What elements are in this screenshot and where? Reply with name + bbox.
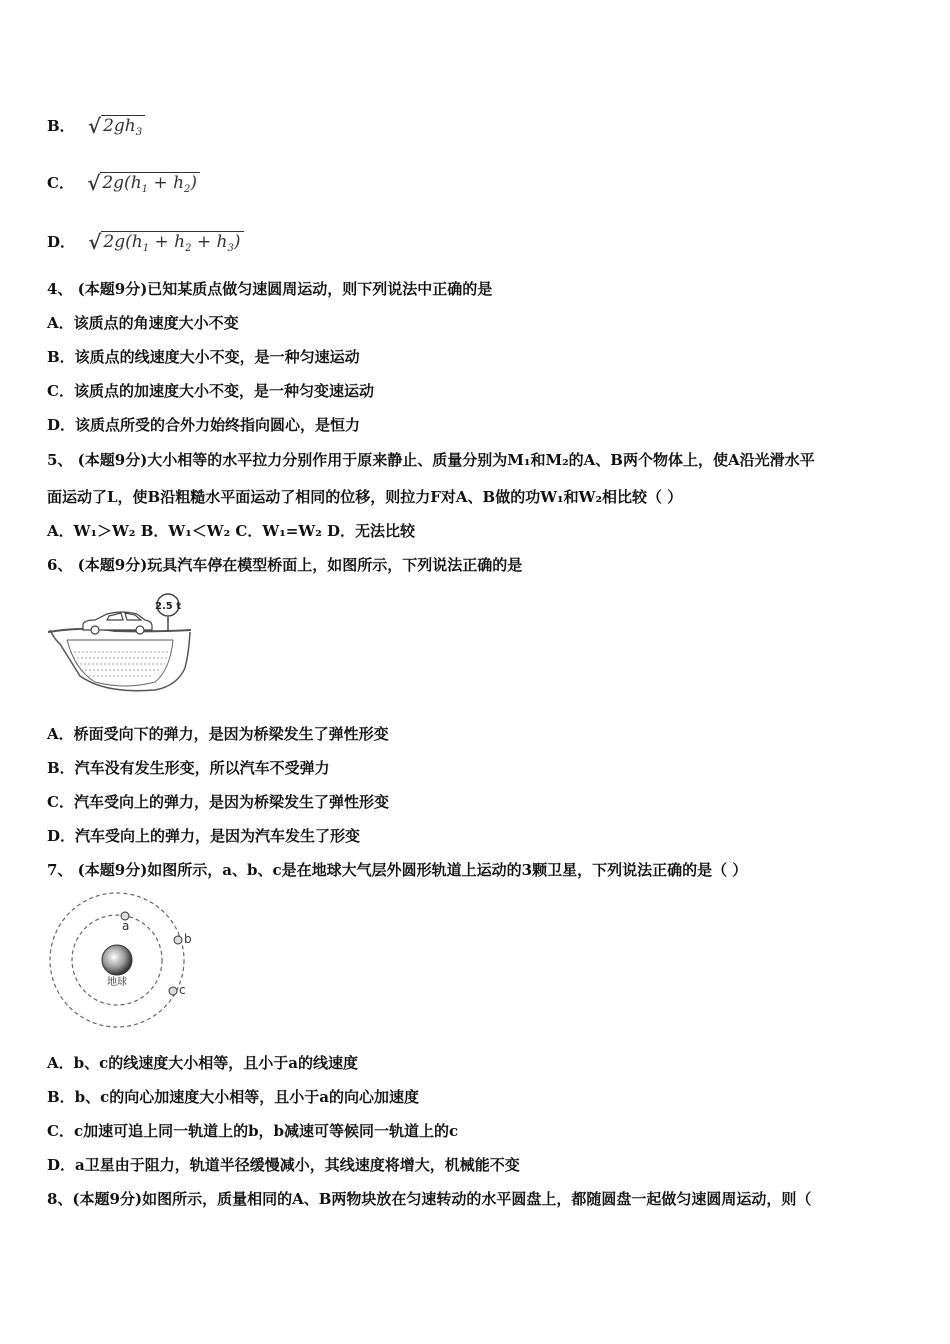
q3-option-d: D． √ $2g(h_1 + h_2 + h_3)$ (47, 231, 244, 259)
satellite-b (174, 936, 182, 944)
q3-option-d-expr: $2g(h_1 + h_2 + h_3)$ (101, 231, 243, 259)
q6-option-c: C．汽车受向上的弹力，是因为桥梁发生了弹性形变 (47, 793, 389, 811)
q8-stem: 8、(本题9分)如图所示，质量相同的A、B两物块放在匀速转动的水平圆盘上，都随圆盘一起做匀速圆周运动，则（ (47, 1190, 812, 1208)
earth (102, 945, 132, 975)
q3-option-b: B． √ $2gh_3$ (47, 115, 145, 143)
q3-option-c-expr: $2g(h_1 + h_2)$ (100, 172, 200, 200)
q4-option-a: A．该质点的角速度大小不变 (47, 314, 239, 332)
q6-option-d: D．汽车受向上的弹力，是因为汽车发生了形变 (47, 827, 361, 845)
q3-option-b-expr: $2gh_3$ (101, 115, 145, 143)
q6-option-a: A．桥面受向下的弹力，是因为桥梁发生了弹性形变 (47, 725, 389, 743)
q4-stem: 4、 (本题9分)已知某质点做匀速圆周运动，则下列说法中正确的是 (47, 280, 493, 298)
q6-stem: 6、 (本题9分)玩具汽车停在模型桥面上，如图所示，下列说法正确的是 (47, 556, 523, 574)
q5-stem-line2: 面运动了L，使B沿粗糙水平面运动了相同的位移，则拉力F对A、B做的功W₁和W₂相比较（ ） (47, 488, 683, 506)
satellite-orbit-figure (45, 892, 195, 1032)
q7-stem: 7、 (本题9分)如图所示，a、b、c是在地球大气层外圆形轨道上运动的3颗卫星，下列说法正确的是（ ） (47, 861, 748, 879)
q7-option-d: D．a卫星由于阻力，轨道半径缓慢减小，其线速度将增大，机械能不变 (47, 1156, 520, 1174)
earth-label: 地球 (107, 977, 127, 988)
q5-options: A．W₁＞W₂ B．W₁＜W₂ C．W₁=W₂ D．无法比较 (47, 522, 415, 540)
q7-option-a: A．b、c的线速度大小相等，且小于a的线速度 (47, 1054, 358, 1072)
q5-stem-line1: 5、 (本题9分)大小相等的水平拉力分别作用于原来静止、质量分别为M₁和M₂的A、B两个物体上，使A沿光滑水平 (47, 451, 815, 469)
bridge-arch (67, 640, 173, 686)
q4-option-b: B．该质点的线速度大小不变，是一种匀速运动 (47, 348, 360, 366)
q6-option-b: B．汽车没有发生形变，所以汽车不受弹力 (47, 759, 330, 777)
satellite-c (169, 987, 177, 995)
satellite-c-label: c (179, 983, 186, 997)
sqrt-symbol: √ (87, 114, 102, 138)
water-lines (70, 652, 171, 676)
satellite-b-label: b (184, 932, 192, 946)
sqrt-symbol: √ (88, 230, 102, 254)
sign-text: 2.5 t (155, 601, 181, 612)
q7-option-c: C．c加速可追上同一轨道上的b，b减速可等候同一轨道上的c (47, 1122, 459, 1140)
satellite-a-label: a (122, 919, 130, 933)
q7-option-b: B．b、c的向心加速度大小相等，且小于a的向心加速度 (47, 1088, 420, 1106)
bridge-car-figure (45, 590, 195, 696)
q4-option-c: C．该质点的加速度大小不变，是一种匀变速运动 (47, 382, 374, 400)
q3-option-c: C． √ $2g(h_1 + h_2)$ (47, 172, 200, 200)
sqrt-symbol: √ (87, 171, 101, 195)
q4-option-d: D．该质点所受的合外力始终指向圆心，是恒力 (47, 416, 361, 434)
